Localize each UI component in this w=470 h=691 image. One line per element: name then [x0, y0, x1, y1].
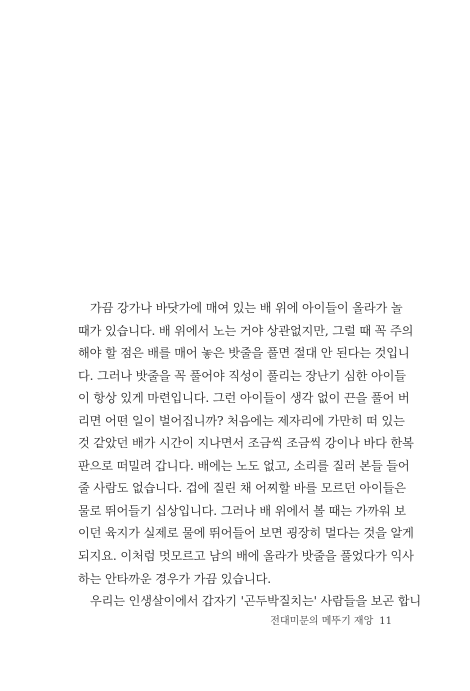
paragraph-line: 이던 육지가 실제로 물에 뛰어들어 보면 굉장히 멀다는 것을 알게: [78, 526, 414, 541]
paragraph-line: 판으로 떠밀려 갑니다. 배에는 노도 없고, 소리를 질러 본들 들어: [78, 458, 410, 473]
paragraph-line: 것 같았던 배가 시간이 지나면서 조금씩 조금씩 강이나 바다 한복: [78, 436, 414, 451]
paragraph-line: 우리는 인생살이에서 갑자기 '곤두박질치는' 사람들을 보곤 합니: [90, 594, 421, 609]
paragraph-line: 물로 뛰어들기 십상입니다. 그러나 배 위에서 볼 때는 가까워 보: [78, 503, 406, 518]
paragraph-line: 가끔 강가나 바닷가에 매여 있는 배 위에 아이들이 올라가 놀: [90, 301, 403, 315]
paragraph-line: 리면 어떤 일이 벌어집니까? 처음에는 제자리에 가만히 떠 있는: [78, 413, 405, 428]
page-footer: [270, 612, 392, 627]
paragraph-line: 이 항상 있게 마련입니다. 그런 아이들이 생각 없이 끈을 풀어 버: [78, 391, 410, 406]
running-title: 전대미문의 메뚜기 재앙: [270, 616, 374, 627]
paragraph-line: 다. 그러나 밧줄을 꼭 풀어야 직성이 풀리는 장난기 심한 아이들: [78, 368, 406, 383]
page-number: 11: [379, 616, 392, 627]
paragraph-line: 때가 있습니다. 배 위에서 노는 거야 상관없지만, 그럴 때 꼭 주의: [78, 323, 414, 338]
paragraph-line: 하는 안타까운 경우가 가끔 있습니다.: [78, 571, 271, 586]
paragraph-line: 해야 할 점은 배를 매어 놓은 밧줄을 풀면 절대 안 된다는 것입니: [78, 346, 410, 361]
paragraph-line: 줄 사람도 없습니다. 겁에 질린 채 어찌할 바를 모르던 아이들은: [78, 481, 406, 496]
paragraph-line: 되지요. 이처럼 멋모르고 남의 배에 올라가 밧줄을 풀었다가 익사: [78, 549, 414, 564]
body-text: [78, 297, 421, 613]
